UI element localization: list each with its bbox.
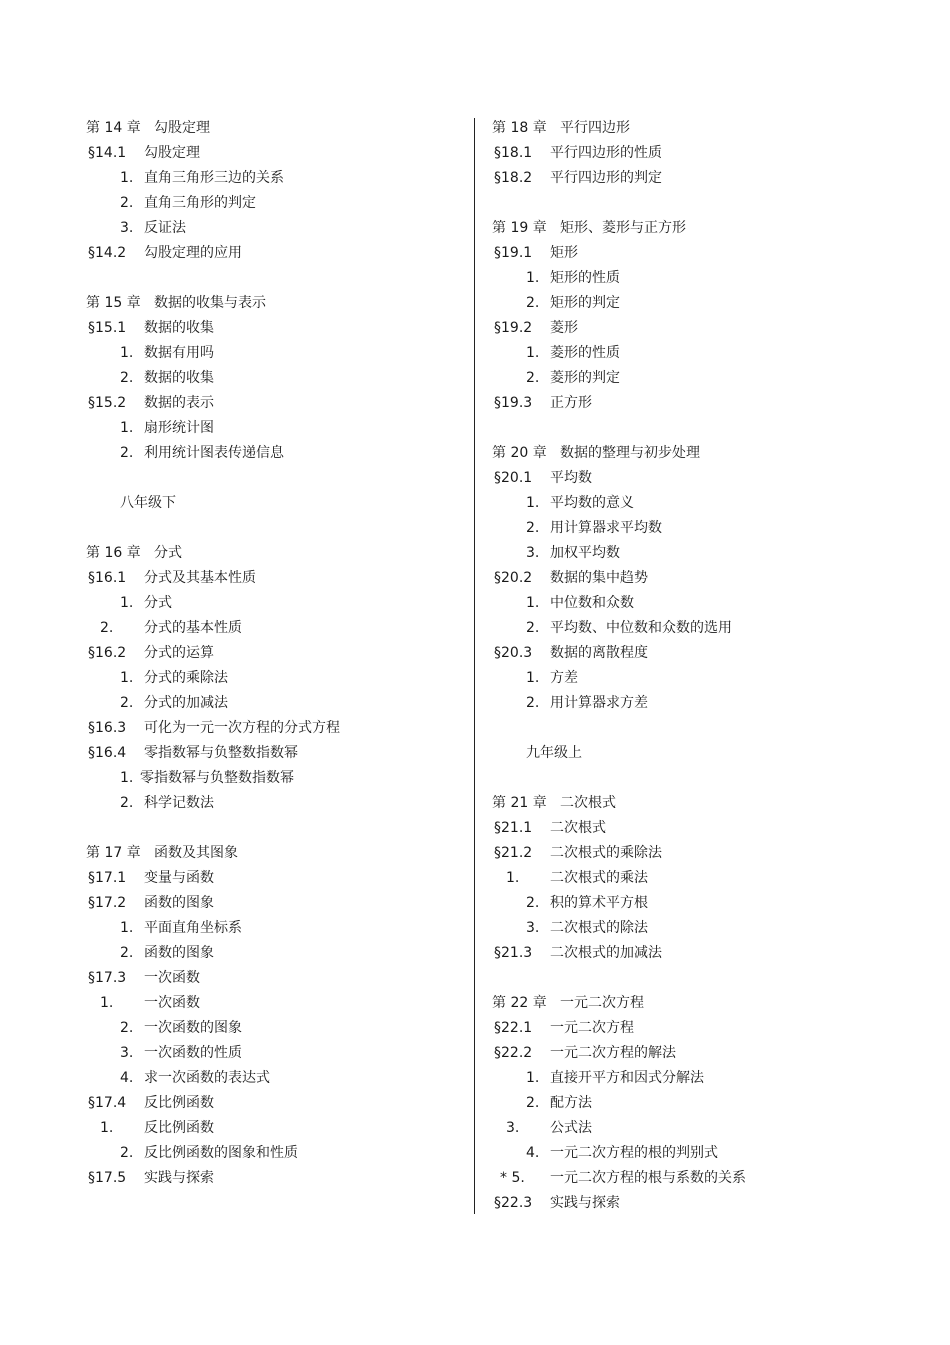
item-title: 用计算器求方差: [550, 695, 648, 711]
item-number: 1.: [526, 495, 540, 511]
section-entry: [492, 1016, 892, 1041]
item-number: * 5.: [500, 1170, 525, 1186]
toc-left-column: [86, 116, 466, 1191]
toc-item: [492, 366, 892, 391]
item-number: 2.: [120, 695, 134, 711]
chapter-number: 第 21 章: [492, 795, 547, 811]
section-number: §15.2: [88, 395, 127, 411]
toc-right-column: [492, 116, 892, 1216]
section-title: 数据的离散程度: [550, 645, 648, 661]
section-title: 变量与函数: [144, 870, 214, 886]
item-number: 3.: [506, 1120, 520, 1136]
item-title: 菱形的性质: [550, 345, 620, 361]
item-number: 1.: [120, 595, 134, 611]
chapter-heading: [86, 541, 466, 566]
item-number: 1.: [526, 345, 540, 361]
section-number: §21.2: [494, 845, 533, 861]
item-number: 2.: [526, 895, 540, 911]
section-entry: [492, 166, 892, 191]
item-title: 分式的乘除法: [144, 670, 228, 686]
section-number: §20.1: [494, 470, 533, 486]
item-title: 方差: [550, 670, 578, 686]
section-entry: [86, 866, 466, 891]
chapter-number: 第 17 章: [86, 845, 141, 861]
item-title: 平均数的意义: [550, 495, 634, 511]
section-entry: [492, 141, 892, 166]
item-title: 矩形的判定: [550, 295, 620, 311]
item-title: 函数的图象: [144, 945, 214, 961]
toc-item: [86, 1016, 466, 1041]
chapter-title: 二次根式: [560, 795, 616, 811]
toc-item: [492, 891, 892, 916]
toc-item: [86, 166, 466, 191]
chapter-number: 第 22 章: [492, 995, 547, 1011]
section-entry: [492, 316, 892, 341]
toc-item: [492, 291, 892, 316]
item-number: 3.: [526, 920, 540, 936]
item-number: 2.: [120, 1020, 134, 1036]
item-title: 反比例函数: [144, 1120, 214, 1136]
toc-item: [492, 1116, 892, 1141]
item-number: 1.: [526, 670, 540, 686]
spacer: [86, 816, 466, 841]
spacer: [86, 266, 466, 291]
section-title: 数据的集中趋势: [550, 570, 648, 586]
toc-item: [86, 366, 466, 391]
item-title: 一次函数的图象: [144, 1020, 242, 1036]
item-number: 2.: [526, 695, 540, 711]
section-number: §17.2: [88, 895, 127, 911]
item-title: 数据有用吗: [144, 345, 214, 361]
toc-item: [492, 916, 892, 941]
section-number: §20.2: [494, 570, 533, 586]
toc-item: [492, 1141, 892, 1166]
spacer: [492, 966, 892, 991]
item-number: 2.: [120, 1145, 134, 1161]
item-title: 分式的基本性质: [144, 620, 242, 636]
chapter-number: 第 20 章: [492, 445, 547, 461]
section-number: §19.2: [494, 320, 533, 336]
item-number: 1.: [526, 595, 540, 611]
toc-item: [86, 916, 466, 941]
chapter-heading: [86, 841, 466, 866]
item-title: 利用统计图表传递信息: [144, 445, 284, 461]
section-number: §16.2: [88, 645, 127, 661]
item-title: 积的算术平方根: [550, 895, 648, 911]
toc-item: [86, 1066, 466, 1091]
item-title: 加权平均数: [550, 545, 620, 561]
section-number: §16.1: [88, 570, 127, 586]
section-entry: [86, 966, 466, 991]
item-number: 2.: [100, 620, 114, 636]
item-number: 2.: [526, 520, 540, 536]
item-title: 用计算器求平均数: [550, 520, 662, 536]
section-entry: [492, 1191, 892, 1216]
chapter-number: 第 14 章: [86, 120, 141, 136]
chapter-title: 勾股定理: [154, 120, 210, 136]
item-number: 2.: [120, 370, 134, 386]
section-title: 函数的图象: [144, 895, 214, 911]
item-title: 零指数幂与负整数指数幂: [140, 770, 294, 786]
section-entry: [86, 741, 466, 766]
section-number: §17.3: [88, 970, 127, 986]
section-number: §20.3: [494, 645, 533, 661]
toc-item: [86, 691, 466, 716]
section-title: 二次根式: [550, 820, 606, 836]
item-title: 一次函数的性质: [144, 1045, 242, 1061]
toc-item: [492, 666, 892, 691]
toc-item: [86, 1116, 466, 1141]
item-number: 1.: [100, 995, 114, 1011]
item-number: 2.: [120, 795, 134, 811]
section-title: 分式的运算: [144, 645, 214, 661]
item-number: 2.: [526, 620, 540, 636]
section-entry: [492, 641, 892, 666]
section-entry: [86, 316, 466, 341]
section-title: 平行四边形的判定: [550, 170, 662, 186]
item-title: 直角三角形三边的关系: [144, 170, 284, 186]
toc-item: [492, 516, 892, 541]
chapter-heading: [86, 116, 466, 141]
item-title: 科学记数法: [144, 795, 214, 811]
toc-item: [492, 866, 892, 891]
chapter-number: 第 15 章: [86, 295, 141, 311]
section-number: §14.1: [88, 145, 127, 161]
item-number: 4.: [526, 1145, 540, 1161]
item-number: 1.: [120, 170, 134, 186]
item-title: 平均数、中位数和众数的选用: [550, 620, 732, 636]
chapter-title: 数据的收集与表示: [154, 295, 266, 311]
section-number: §19.3: [494, 395, 533, 411]
item-title: 一元二次方程的根的判别式: [550, 1145, 718, 1161]
toc-item: [86, 941, 466, 966]
item-title: 中位数和众数: [550, 595, 634, 611]
section-entry: [492, 241, 892, 266]
section-title: 一元二次方程: [550, 1020, 634, 1036]
section-title: 菱形: [550, 320, 578, 336]
item-number: 3.: [120, 220, 134, 236]
chapter-heading: [492, 991, 892, 1016]
item-number: 2.: [526, 295, 540, 311]
toc-item: [86, 1141, 466, 1166]
section-entry: [86, 391, 466, 416]
item-title: 菱形的判定: [550, 370, 620, 386]
section-title: 一元二次方程的解法: [550, 1045, 676, 1061]
toc-item-optional: [492, 1166, 892, 1191]
section-title: 二次根式的乘除法: [550, 845, 662, 861]
chapter-title: 矩形、菱形与正方形: [560, 220, 686, 236]
section-number: §15.1: [88, 320, 127, 336]
toc-item: [86, 766, 466, 791]
section-title: 可化为一元一次方程的分式方程: [144, 720, 340, 736]
section-entry: [86, 141, 466, 166]
section-entry: [492, 566, 892, 591]
item-title: 二次根式的除法: [550, 920, 648, 936]
section-number: §17.1: [88, 870, 127, 886]
section-entry: [86, 1091, 466, 1116]
item-number: 3.: [526, 545, 540, 561]
chapter-heading: [492, 216, 892, 241]
item-title: 配方法: [550, 1095, 592, 1111]
item-title: 公式法: [550, 1120, 592, 1136]
item-number: 2.: [120, 445, 134, 461]
chapter-number: 第 19 章: [492, 220, 547, 236]
toc-item: [86, 441, 466, 466]
item-number: 1.: [120, 420, 134, 436]
toc-item: [86, 591, 466, 616]
item-number: 1.: [120, 770, 134, 786]
grade-heading: [86, 491, 466, 516]
section-title: 平行四边形的性质: [550, 145, 662, 161]
toc-item: [492, 266, 892, 291]
section-title: 矩形: [550, 245, 578, 261]
toc-item: [86, 991, 466, 1016]
section-number: §19.1: [494, 245, 533, 261]
item-title: 矩形的性质: [550, 270, 620, 286]
section-entry: [86, 716, 466, 741]
item-title: 二次根式的乘法: [550, 870, 648, 886]
toc-item: [86, 1041, 466, 1066]
section-number: §22.1: [494, 1020, 533, 1036]
chapter-title: 一元二次方程: [560, 995, 644, 1011]
toc-item: [492, 1066, 892, 1091]
section-number: §21.1: [494, 820, 533, 836]
toc-item: [86, 341, 466, 366]
item-title: 反证法: [144, 220, 186, 236]
spacer: [492, 716, 892, 741]
section-title: 分式及其基本性质: [144, 570, 256, 586]
section-number: §18.2: [494, 170, 533, 186]
chapter-title: 数据的整理与初步处理: [560, 445, 700, 461]
item-number: 1.: [506, 870, 520, 886]
section-entry: [492, 816, 892, 841]
section-entry: [86, 566, 466, 591]
spacer: [86, 516, 466, 541]
item-number: 1.: [526, 270, 540, 286]
section-number: §18.1: [494, 145, 533, 161]
toc-item: [492, 341, 892, 366]
chapter-number: 第 16 章: [86, 545, 141, 561]
chapter-heading: [492, 116, 892, 141]
section-title: 勾股定理: [144, 145, 200, 161]
item-title: 分式: [144, 595, 172, 611]
section-entry: [492, 941, 892, 966]
section-title: 实践与探索: [550, 1195, 620, 1211]
item-title: 求一次函数的表达式: [144, 1070, 270, 1086]
column-divider: [474, 118, 475, 1214]
item-title: 一元二次方程的根与系数的关系: [550, 1170, 746, 1186]
item-title: 一次函数: [144, 995, 200, 1011]
section-title: 正方形: [550, 395, 592, 411]
spacer: [492, 766, 892, 791]
spacer: [492, 191, 892, 216]
chapter-title: 平行四边形: [560, 120, 630, 136]
section-number: §22.2: [494, 1045, 533, 1061]
toc-item: [86, 666, 466, 691]
chapter-heading: [492, 791, 892, 816]
section-number: §16.3: [88, 720, 127, 736]
toc-item: [492, 616, 892, 641]
section-entry: [86, 641, 466, 666]
section-entry: [492, 466, 892, 491]
section-entry: [86, 241, 466, 266]
toc-item: [86, 416, 466, 441]
section-title: 零指数幂与负整数指数幂: [144, 745, 298, 761]
item-title: 平面直角坐标系: [144, 920, 242, 936]
section-number: §16.4: [88, 745, 127, 761]
section-title: 平均数: [550, 470, 592, 486]
item-number: 1.: [120, 920, 134, 936]
toc-item: [492, 1091, 892, 1116]
section-title: 二次根式的加减法: [550, 945, 662, 961]
section-entry: [492, 1041, 892, 1066]
grade-title: 八年级下: [120, 495, 176, 511]
chapter-heading: [86, 291, 466, 316]
toc-item: [492, 541, 892, 566]
chapter-title: 函数及其图象: [154, 845, 238, 861]
section-entry: [492, 391, 892, 416]
chapter-number: 第 18 章: [492, 120, 547, 136]
section-title: 数据的表示: [144, 395, 214, 411]
item-title: 扇形统计图: [144, 420, 214, 436]
item-title: 反比例函数的图象和性质: [144, 1145, 298, 1161]
section-number: §22.3: [494, 1195, 533, 1211]
item-number: 4.: [120, 1070, 134, 1086]
spacer: [86, 466, 466, 491]
toc-item: [492, 591, 892, 616]
item-number: 1.: [100, 1120, 114, 1136]
section-number: §17.5: [88, 1170, 127, 1186]
section-title: 实践与探索: [144, 1170, 214, 1186]
section-number: §14.2: [88, 245, 127, 261]
chapter-heading: [492, 441, 892, 466]
section-entry: [492, 841, 892, 866]
section-number: §21.3: [494, 945, 533, 961]
section-entry: [86, 1166, 466, 1191]
section-entry: [86, 891, 466, 916]
item-number: 2.: [120, 945, 134, 961]
item-number: 2.: [526, 370, 540, 386]
item-title: 数据的收集: [144, 370, 214, 386]
toc-item: [86, 616, 466, 641]
item-title: 直接开平方和因式分解法: [550, 1070, 704, 1086]
toc-item: [86, 191, 466, 216]
item-number: 2.: [526, 1095, 540, 1111]
grade-heading: [492, 741, 892, 766]
grade-title: 九年级上: [526, 745, 582, 761]
toc-item: [86, 216, 466, 241]
item-number: 3.: [120, 1045, 134, 1061]
item-title: 直角三角形的判定: [144, 195, 256, 211]
toc-item: [492, 691, 892, 716]
spacer: [492, 416, 892, 441]
item-number: 1.: [120, 345, 134, 361]
section-title: 一次函数: [144, 970, 200, 986]
item-number: 2.: [120, 195, 134, 211]
section-title: 勾股定理的应用: [144, 245, 242, 261]
toc-item: [492, 491, 892, 516]
item-title: 分式的加减法: [144, 695, 228, 711]
section-title: 数据的收集: [144, 320, 214, 336]
item-number: 1.: [120, 670, 134, 686]
section-number: §17.4: [88, 1095, 127, 1111]
toc-item: [86, 791, 466, 816]
chapter-title: 分式: [154, 545, 182, 561]
item-number: 1.: [526, 1070, 540, 1086]
section-title: 反比例函数: [144, 1095, 214, 1111]
